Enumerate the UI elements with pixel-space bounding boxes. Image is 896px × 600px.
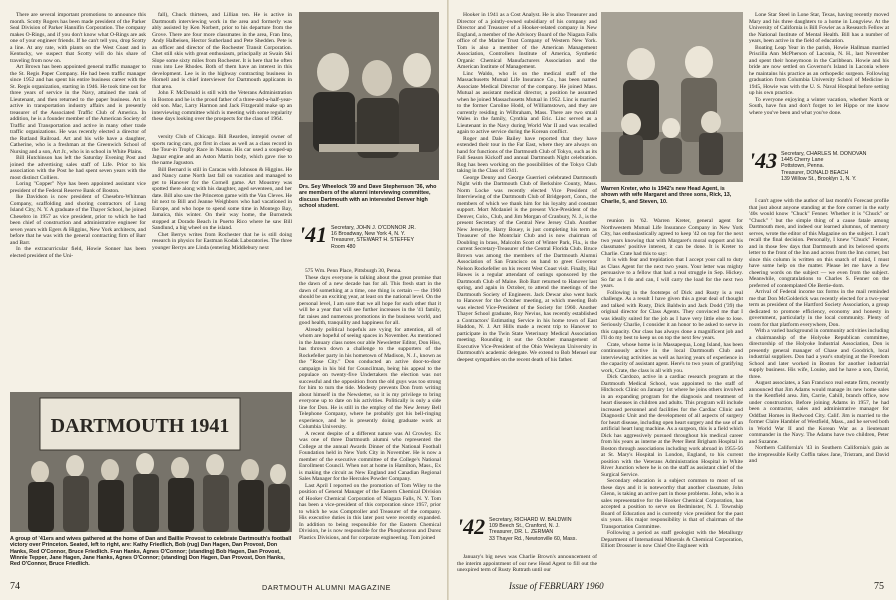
- left-page: [0, 0, 447, 600]
- class-officers: [489, 517, 609, 542]
- class-42-notes: [457, 554, 597, 576]
- page-number: 74: [10, 581, 20, 592]
- treasurer-address: Room 480: [331, 243, 356, 250]
- paragraph: 575 Wm. Penn Place, Pittsburgh 30, Penna.: [305, 268, 402, 274]
- treasurer-address: 139 Willow St., Brooklyn 1, N. Y.: [781, 175, 857, 182]
- class-year: '41: [299, 222, 328, 247]
- paragraph: January's big news was Charlie Brown's announcement of the interim appointment of our new Head Agent to fill out the unexpired term of Rusty Ruttrath until our: [457, 554, 597, 573]
- paragraph: fall), Chuck thirteen, and Lillian ten. He is active in Dartmouth interviewing work in the area and formerly was ably assisted by Ken Norbert, prior to his departure from the Grove. There are four more classmates in the area, Fran Imo, Andy Halbeisen, Hector Sutherland and Pete Shedden. Pete is an officer and director of the Rochester Transit Corporation. Chet still skis with great enthusiasm, principally at Swain Ski Slope some sixty miles from Rochester. It is here that he often runs into Lee Rhodes. Both of them have an interest in this development. Lee is in the highway contracting business in Hornell and is chief interviewer for Dartmouth applicants in that area.: [152, 12, 292, 90]
- right-col-2: [601, 218, 743, 576]
- interview-photo: [299, 12, 439, 180]
- left-col-2-bottom: [152, 134, 292, 284]
- paragraph: Bill Hutchinson has left the Saturday Evening Post and joined the advertising sales staff of Life. Prior to his association with the Post he had spent seven years with the most distinct Colliers.: [10, 155, 146, 181]
- paragraph: Art Brown has been appointed general traffic manager to the St. Regis Paper Company. He had been traffic manager since 1952 and has spent his entire business career with the St. Regis organization, starting in 1946. He took time out for three years of service in the Navy, attained the rank of Lieutenant, and then returned to the paper business. Art is active in transportation industry affairs and is presently treasurer of the Associated Traffic Club of America. In addition, he is a founder member of the American Society of Traffic and Transportation and active in many other trade traffic organizations. He was recently elected a director of the Rutland Railroad. Art and his wife have a daughter, Catherine, who is a freshman at the Greenwich School of Nursing and a son, Art Jr., who is in school in White Plains.: [10, 64, 146, 155]
- treasurer: Treasurer, DR. L. ZERMAN: [489, 529, 554, 536]
- paragraph: Last April I reported on the promotion of Tom Wiley to the position of General Manager of the Eastern Chemical Division of Hooker Chemical Corporation of Niagara Falls, N. Y. Tom has been a vice-president of this corporation since 1957, prior to which he was Comptroller and Treasurer of the company. His executive duties in this later post were recently expanded. In addition to being responsible for the Eastern Chemical Division, he is now responsible for the Phosphorous and Durez Plastics Divisions, and for corporate engineering. Tom joined: [299, 482, 441, 541]
- class-41-header: [299, 224, 443, 266]
- secretary-address: 1445 Cherry Lane: [781, 157, 824, 164]
- running-head: DARTMOUTH ALUMNI MAGAZINE: [262, 583, 392, 592]
- left-col-1: [10, 12, 146, 392]
- paragraph: These days everyone is talking about the great promise that the dawn of a new decade has for all. This fresh start in the dawn of something at a time, one thing is certain — the 1960 should be an exciting year, at least on the national level. On the personal level, I am sure that we all hope for each other that it will be a year that will see further increases in the '41 family, fat raises and numerous promotions in the business world, and good health, tranquility and happiness for all.: [299, 274, 441, 326]
- right-col-3-top: [749, 12, 889, 146]
- paragraph: August associates, a San Francisco real estate firm, recently announced that Jim Adams would manage its new home sales in the Kentfield area. Jim, Carrie, Cahill, branch office, now under construction. Before joining Adams in 1957, he had been a contractor, sales and administrative manager for Oddfast Homes in Redwood City. Calif. Jim is married to the former Claire Hambler of Westfield, Mass., and he served both in World War II and the Korean War as a lieutenant commander in the Navy. The Adams have two children, Peter and Suzanne.: [749, 380, 889, 445]
- paragraph: It is with fear and trepidation that I accept your call to duty as Class Agent for the next two years. Your letter was mighty persuasive to a fellow that had a real struggle in Sep. Hickey. So far as I do and can, I will carry the load for the next two years.: [601, 257, 743, 289]
- paragraph: Chet Berrys writes from Rochester that he is still doing research in physics for Eastman Kodak Laboratories. The three younger Berrys are Linda (entering Middlebury next: [152, 231, 292, 251]
- treasurer-address: 33 Thayer Rd., Newtonville 60, Mass.: [489, 535, 577, 542]
- interview-photo-art: [299, 12, 439, 180]
- paragraph: versity Club of Chicago. Bill Rearden, intrepid owner of sports racing cars, got first in class as well as a class record in the Tour-in Trophy Race in Nassau. His car used a souped-up Jaguar engine and an Aston Martin body, which gave rise to the name Jaguston.: [152, 134, 292, 166]
- page-number: 75: [874, 581, 884, 592]
- right-col-1: [457, 12, 597, 412]
- paragraph: I can't agree with the author of last month's Forecast profile that just about anyone standing at the fore corner in the early '40s would know "Chuck" Fenner. Whether it is "Chuck" or "Chuck" ' but the simple thing of a cause fatale among Dartmouth men, and indeed our learned alumnus, of memory serves, wrote the editor of this Magazine on the subject. I can't recall the final decision. Personally, I knew "Chuck" Fenner, and in those few days that Dartmouth and its beloved sports letter to the front of the Inn and across from the Inn corner, but since this column is written on this snatch of mind, I must have some help on the matter. Please let me have a few cheering words on the subject — we even from the subject. Meanwhile, congratulations to Charles S. Fenner on the preferred of contemplated Ole Bertie-dom.: [749, 198, 889, 289]
- paragraph: Following a period as staff geologist with the Metallurgy Department of International Minerals & Chemical Corporation, Elliott Drossner is now Chief Ore Engineer with: [601, 530, 743, 549]
- treasurer: Treasurer, STEWART H. STEFFEY: [331, 237, 414, 244]
- paragraph: Linc Waldo, who is on the medical staff of the Massachusetts Mutual Life Insurance Co., has been named Associate Medical Director of the company. He joined Mass. Mutual as assistant medical director, a position he assumed when he joined Massachusetts Mutual in 1952. Linc is married to the former Caroline Hodd, of Williamstown, and they are currently residing in Wilbraham, Mass. There are two small Wales in the family, Cynthia and Eric. Linc served as a Lieutenant in the Navy during World War II and was recalled again to active service during the Korean conflict.: [457, 70, 597, 135]
- secretary: Secretary, JOHN J. O'CONNOR JR.: [331, 225, 416, 231]
- kreter-family-photo-art: [601, 12, 743, 182]
- class-group-photo-art: [10, 392, 292, 532]
- paragraph: Lone Star Steel in Lone Star, Texas, having recently moved Mary and his three daughters to a home in Longview. At the University of California is Bill Fowler as a Research Fellow at the National Institute of Mental Health. Bill has a number of years, been active in the field of education.: [749, 12, 889, 44]
- kreter-family-photo: [601, 12, 743, 182]
- paragraph: reunion in '62. Warren Kreter, general agent for Northwestern Mutual Life Insurance Company in New York City, has enthusiastically agreed to keep '42 on top for the next two years knowing that with Margaret's moral support and his classmates' positive interest, it can be done. It is Kreter to Charlie. Crate had this to say:: [601, 218, 743, 257]
- paragraph: Bill Bernard is still in Caracas with Johnson & Higgins. He and Nancy came North last fall on vacation and managed to get to Hanover for the Cornell game. Art Moustrey was spotted there along with his daughter, aged seventeen, and her date. Bill also saw the Princeton game with the Van Cleves. He hit next to Bill and Jeanne Weighbors who had vacationed in Europe, and who hope to spend some time in Montego Bay, Jamaica, this winter. On their way home, the Burnsteds stopped at Dorado Beach in Puerto Rico where he saw Bill Sandlund, a big wheel on the island.: [152, 166, 292, 231]
- paragraph: Dick Cardozo, active in a cardiac research program at the Dartmouth Medical School, was appointed to the staff of Hitchcock Clinic on January 1st where he joins others involved in an expanding program for the diagnosis and treatment of heart diseases in children and adults. This program will include increased personnel and facilities for the Cardiac Clinic and Diagnostic Unit and the development of all aspects of surgery for heart disease, including open heart surgery and the use of an artificial heart lung machine. As a surgeon, this is a field which Dick has aggressively pursued throughout his medical career from his years as interne at the Peter Bent Brigham Hospital in Boston through associations including work abroad in 1955-56 at St. Mary's Hospital in London, England, to his current position with the Veterans Administration Hospital in White River Junction where he is on the staff as assistant chief of the Surgical Service.: [601, 374, 743, 478]
- paragraph: Crate, whose home is in Massapequa, Long Island, has been continuously active in the local Dartmouth Club and interviewing activities as well as having years of experience in the capacity of assistant agent. Here's to two years of gratifying work, Crate, the class is all with you.: [601, 341, 743, 374]
- paragraph: Northern California's '43 in Southern California's gain as the irrepressible Kelly Coffin takes Jane, Tristram, and David and: [749, 445, 889, 464]
- interview-photo-caption: Drs. Sey Wheelock '39 and Dave Stephenson '36, who are members of the alumni interviewing committee, discuss Dartmouth with an interested Denver high school student.: [299, 184, 437, 209]
- class-officers: [781, 151, 896, 182]
- secretary-address: 109 Beech St., Cranford, N. J.: [489, 523, 560, 530]
- paragraph: With a varied background in community activities including a chairmanship of the Holyoke Republican committee, directorship of the Holyoke Industrial Association, Don is presently general manager of Chase and Goodrich, local industrial suppliers. Don had a year's studying at the Freedom School and later worked in Boston for another industrial supply business. His wife, Louise, and he have a son, David, three.: [749, 328, 889, 380]
- secretary: Secretary, CHARLES M. DONOVAN: [781, 151, 867, 157]
- class-year: '42: [457, 514, 486, 539]
- paragraph: John F. McDonald is still with the Veterans Administration in Boston and he is the proud father of a three-and-a-half-year-old son. Mac, Larry Harmon and Jack Fitzgerald make up an interviewing committee which is meeting with some regularity these days looking over the prospects for the class of 1964.: [152, 90, 292, 122]
- issue-line: Issue of FEBRUARY 1960: [509, 581, 604, 591]
- class-42-header: [457, 516, 601, 552]
- paragraph: Secondary education is a subject common to most of us these days and it is noteworthy that another classmate, John Glenn, is taking an active part in those problems. John, who is a sales representative for the Hooker Chemical Corporation, has accepted a position to serve on Bedminster, N. J. Township Board of Education and is currently vice president for the past six years. His major responsibility is that of chairman of the Transportation Committee.: [601, 478, 743, 530]
- paragraph: Hooker in 1941 as a Cost Analyst. He is also Treasurer and Director of a jointly-owned subsidiary of his company and Director and Treasurer of a Hooker-related company in New England, a member of the Advisory Board of the Niagara Falls office of the Marine Trust Company of Western New York. Tom is also a member of the American Management Association, Controllers Institute of America, Synthetic Organic Chemical Manufacturers Association and the American Institute of Management.: [457, 12, 597, 70]
- paragraph: A recent despite of a different nature was Al Crowley. Ex was one of three Dartmouth alumni who represented the College at the annual Awards Dinner of the National Football Foundation held in New York City in November. He is now a member of the executive committee of the College's National Enrollment Council. When not at home in Hamilton, Mass., Ex is making the circuit as New England and Canadian Regional Sales Manager for the Hercules Powder Company.: [299, 430, 441, 482]
- secretary-city: Pottstown, Penna.: [781, 163, 824, 170]
- treasurer: Treasurer, DONALD BEACH: [781, 169, 849, 176]
- banner-text: DARTMOUTH 1941: [50, 415, 230, 437]
- paragraph: To everyone enjoying a winter vacation, whether North or South, have fun and don't forget to let Hippo or me know where you've been and what you've done.: [749, 96, 889, 116]
- class-officers: [331, 225, 447, 250]
- class-41-notes: [299, 268, 441, 572]
- paragraph: Boating Leap Year in the parish, Howie Hallman married Priscilla Ann McPherson of Laconia, N. H., last November and spent their honeymoon in the Caribbean. Howie and his bride are now settled on Governor's Island in Laconia where he maintains his practice as an orthopedic surgeon. Following graduation from Columbia University School of Medicine in 1945, Howie was with the U. S. Naval Hospital before setting up his own practice.: [749, 44, 889, 96]
- paragraph: Following in the footsteps of Dick and Rusty is a real challenge. As a result I have given this a great deal of thought and talked with Rusty, Dick Baldwin and Jack Dodd ('39) the original director for Class Agents. They convinced me that I was ideally suited for the job as I have very little else to lose. Seriously Charlie, I consider it an honor to be asked to serve in this capacity. Our class has always done a magnificent job and I'll do my best to keep us on top the next few years.: [601, 289, 743, 341]
- paragraph: Roger and Dale Bailey have reported that they have extended their tour in the Far East, where they are always on hand for functions of the Dartmouth Club of Tokyo, such as its Fall Season Kickoff and annual Dartmouth Night celebration. Rog has been working on the possibilities of the Tokyo Club taking in the Class of 1941.: [457, 135, 597, 174]
- class-43-notes: [749, 198, 889, 576]
- class-group-photo: [10, 392, 292, 532]
- paragraph: George Denny and George Guerrieri celebrated Dartmouth Night with the Dartmouth Club of Berkshire County, Mass. Norm Locke was recently elected Vice President of Interviewing of the Dartmouth Club of Bridgeport, Conn., the members of which we thank him for his loyalty and constant support. Mort Mcdaniel is the present Vice-President of the Denver, Colo., Club, and Jim Morgan of Cranbury, N. J., is the present Secretary of the Central New Jersey Club. Another New Jerseyite, Harry Bouey, is just completing his term as Treasurer of the Montclair Club and is now chairman of Doubling in brass, Malcolm Scott of Winter Park, Fla., is the current Secretary-Treasurer of the Central Florida Club. Bruce Brown was among the members of the Dartmouth Alumni Association of San Francisco on hand to greet Governor Nelson Rockefeller on his recent West Coast visit. Finally, Hal Hawes is a regular attendant of outings sponsored by the Dartmouth Club of Maine. Bob Barr returned to Hanover last spring, and again in October, to attend the meetings of the Dartmouth Society of Engineers. Jack Dewar also went back to Hanover for the October meeting, at which meeting Bob was elected Vice-President of the Society for 1960. Another Thayer School graduate, Roy Nevius, has recently established a Contractors' Estimating Service in his home town of East Haddon, N. J. Art Hills made a recent trip to Hanover to participate in the Twin State Veterinary Medical Association meeting. Rounding it out the October management of Executive Vice-President of the Ohio Wesleyan University in Dartmouth's academic delegate. We extend to Bob Mensel our deepest sympathies on the recent death of his father.: [457, 174, 597, 363]
- paragraph: Arrival of Federal income tax forms in the mail reminded me that Don McGolderick was recently elected for a two-year term as president of the Hartford Society Association, a group dedicated to promote efficiency, economy and honesty in government, particularly in the local community. Plenty of room for that platform everywhere, Don.: [749, 289, 889, 328]
- paragraph: Loring "Copper" Nye has been appointed assistant vice president of the Federal Reserve Bank of Boston.: [10, 181, 146, 194]
- secretary-address: 16 Broadway, New York 4, N. Y.: [331, 231, 406, 238]
- paragraph: Ike Davidson is now president of Chesebro-Whitman Company, scaffolding and shoring contractors of Long Island City, N. Y. A graduate of the Thayer School, he joined Chesebro in 1957 as vice president, prior to which he had been chief of construction and administrative engineer for seven years with Egers & Higgins, New York architects, and before that he was with the general contracting firm of Barr and Barr.: [10, 194, 146, 246]
- class-43-header: [749, 150, 893, 194]
- right-page: [449, 0, 896, 600]
- paragraph: In the extracurricular field, Howie Sonner has been elected president of the Uni-: [10, 246, 146, 259]
- kreter-family-photo-caption: Warren Kreter, who is 1942's new Head Agent, is shown with wife Margaret and three sons, Rick, 13, Charlie, 5, and Steven, 10.: [601, 186, 732, 205]
- class-group-photo-caption: A group of '41ers and wives gathered at the home of Dan and Baillie Provost to celebrate Dartmouth's football victory over Princeton. Seated, left to right, are: Kathy Friedlich, Bob (rug) Dan Hagen, Dan Provost, Don Hanks, Red O'Connor, Bruce Friedlich. Fran Hanks, Agnes O'Connor; (standing) Bob Hagen, Dan Provost, Winnie Tepper, Jane Hagen, Jane Hanks, Agnes O'Connor; (standing) Don Hagen, Dan Provost, Don Hanks, Red O'Connor, Bruce Friedlich.: [10, 536, 292, 568]
- class-year: '43: [749, 148, 778, 173]
- paragraph: There are several important promotions to announce this month. Scotty Rogers has been made president of the Parker Seal Division of Parker Hannifin Corporation. The company makes O-Rings, and if you don't know what O-Rings are ask one of your engineer friends. If he can't tell you, drop Scotty a line. At any rate, with plants on the West Coast and in Kentucky, we suspect that Scotty will do his share of traveling from now on.: [10, 12, 146, 64]
- secretary: Secretary, RICHARD W. BALDWIN: [489, 517, 572, 523]
- left-col-2-top: [152, 12, 292, 132]
- paragraph: Already political hopefuls are vying for attention, all of whom are hopeful of seeing spaces in November. As mentioned in the January class notes our able Newsletter Editor, Don Hiss, has thrown down a challenge to the supporters of the Rockefeller party in his hometown of Madison, N. J., known as the "Rose City." Don conducted an active door-to-door campaign in his bid for Councilman, being his appeal to the populace on twenty-five Undertakers the election was not successful and the opposition from the old guys was too strong for him to turn the tide. Modesty prevents Don from writing about himself in the Newsletter, so it is my privilege to bring everyone up to date on his activities. Politically is only a side line for Don. He is still in the employ of the New Jersey Bell Telephone Company, where he probably got his bell-ringing experience, and he is presently doing graduate work at Columbia University.: [299, 326, 441, 430]
